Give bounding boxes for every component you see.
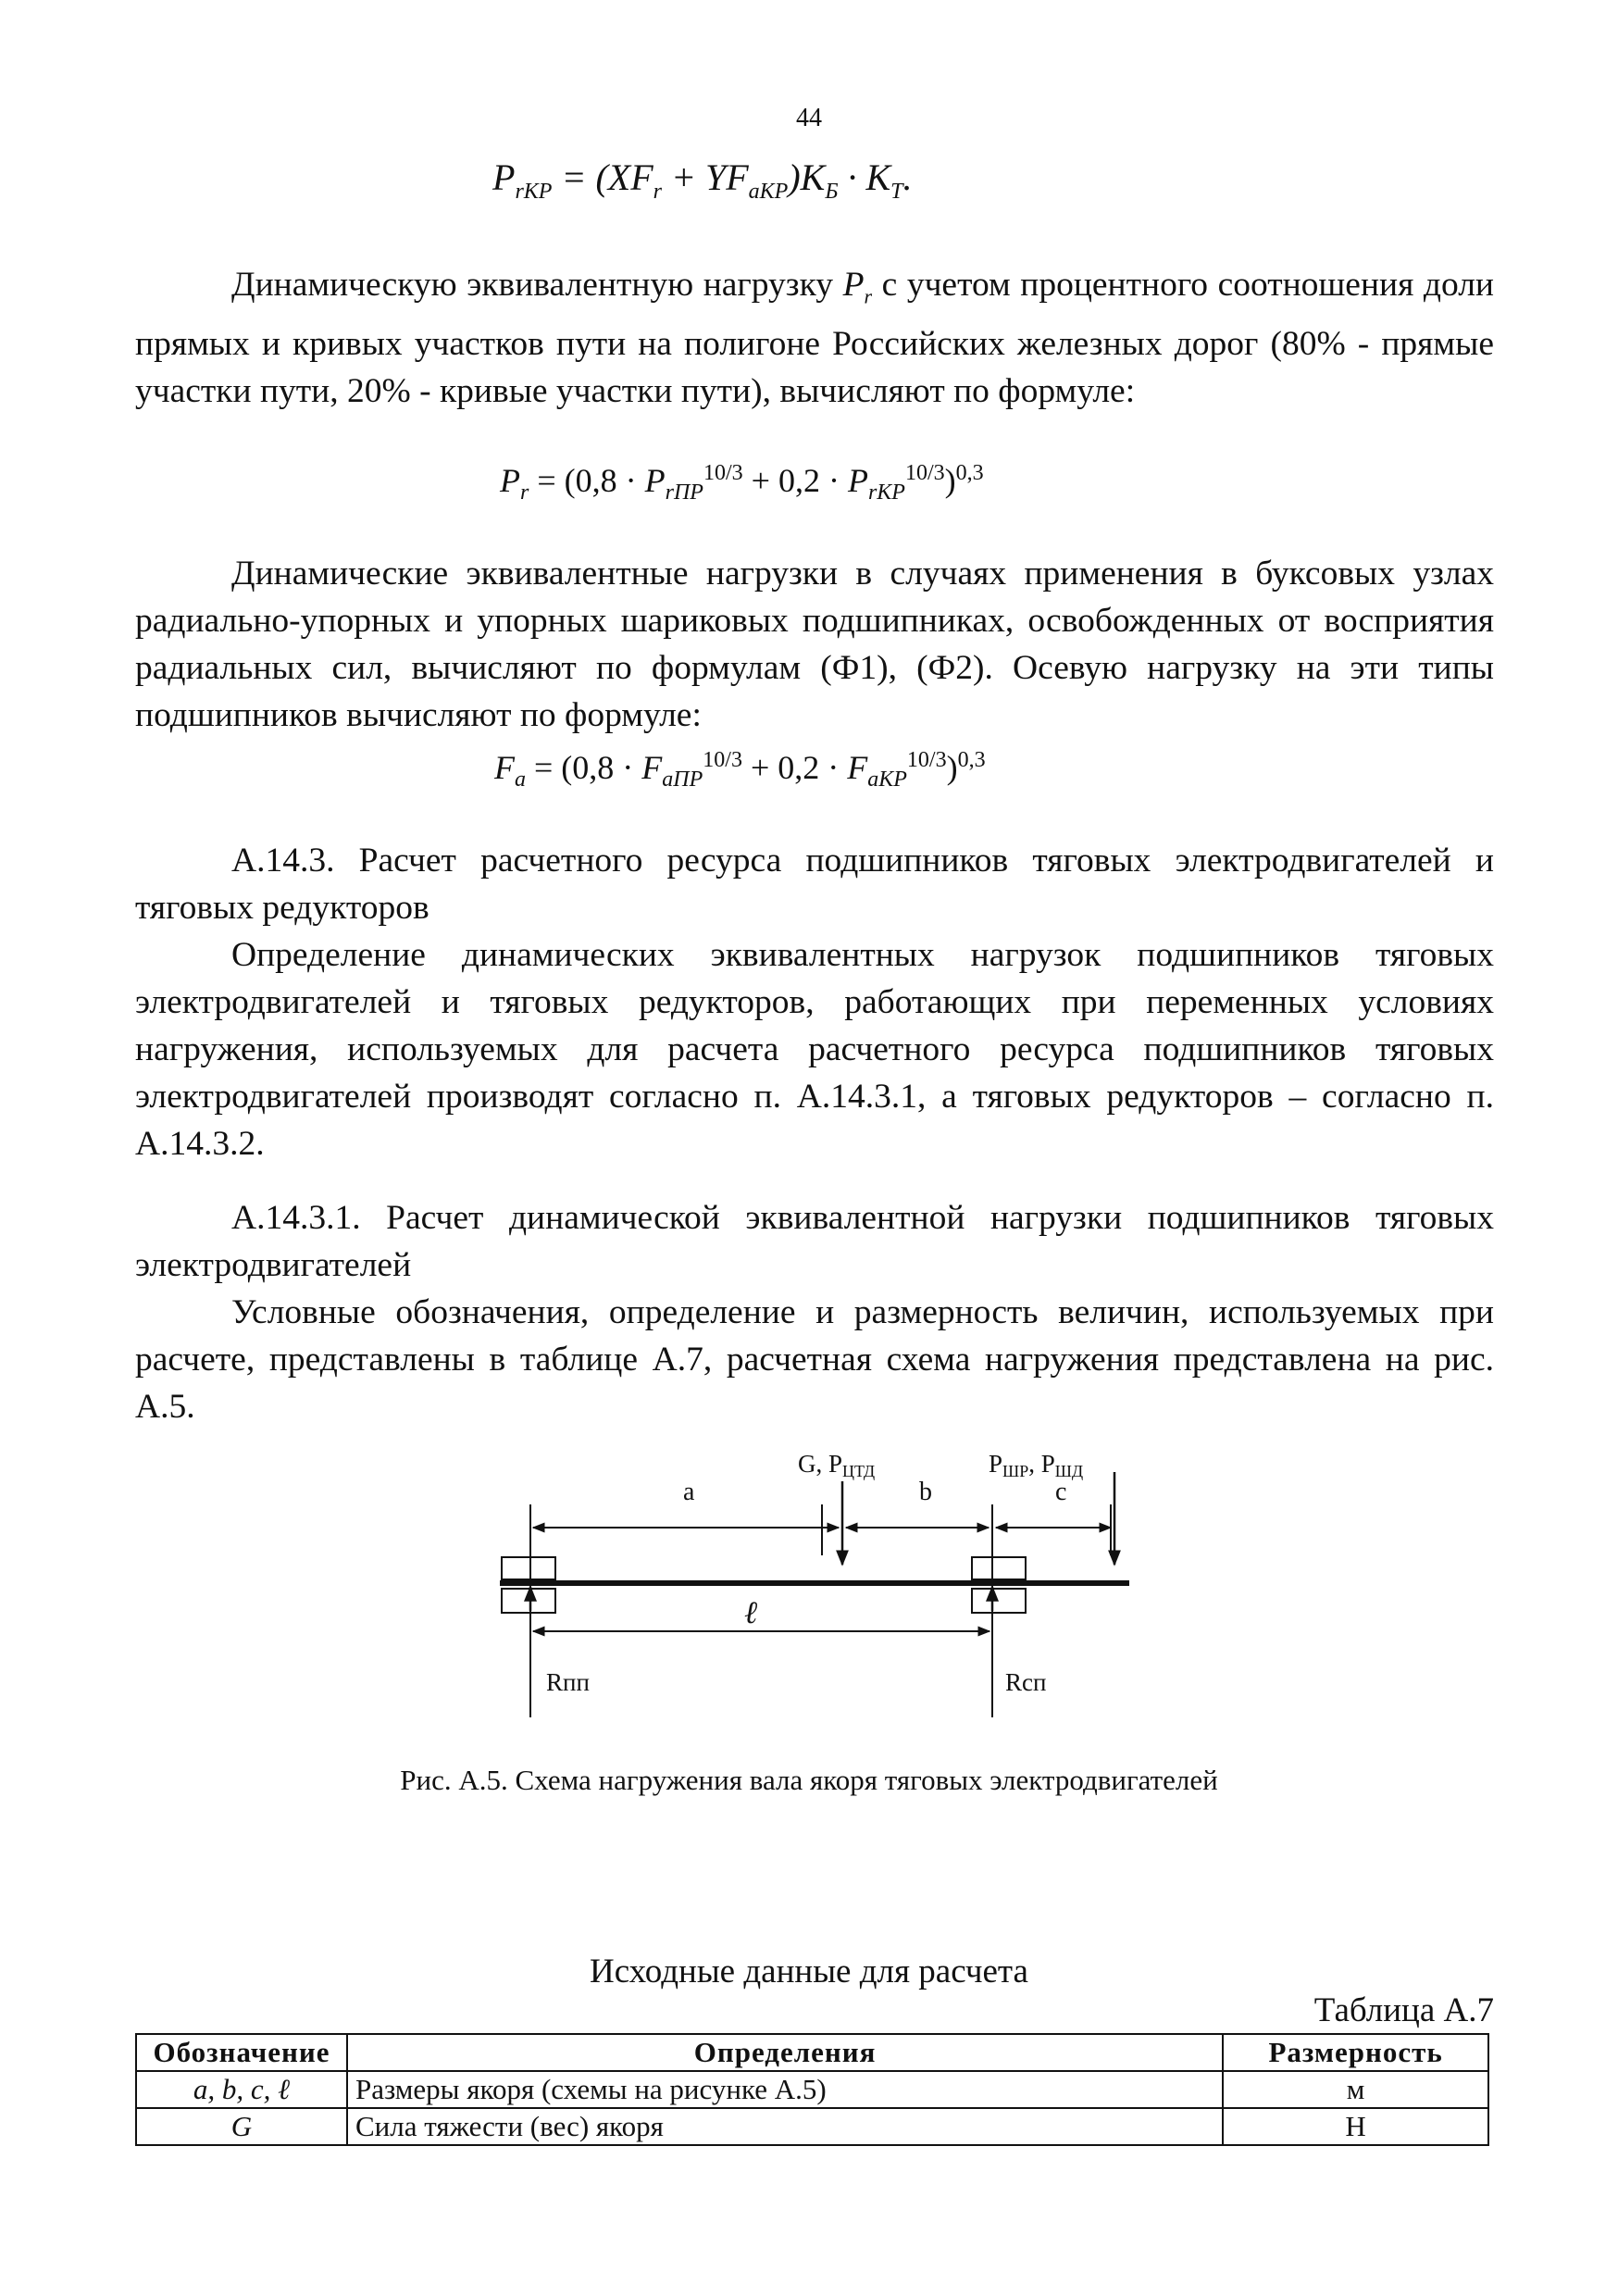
section-heading-a14-3: А.14.3. Расчет расчетного ресурса подшипников тяговых электродвигателей и тяговых редукторов xyxy=(135,842,1494,927)
label-p-load: PШР, PШД xyxy=(989,1450,1084,1480)
label-rpp: Rпп xyxy=(546,1668,590,1696)
label-a: a xyxy=(683,1478,695,1506)
data-table xyxy=(135,2033,1489,2146)
paragraph-dynamic-load: Динамическую эквивалентную нагрузку $P_r$ с учетом процентного соотношения доли прямых и кривых участков пути на полигоне Российских железных дорог (80% - прямые участки пути, 20% - кривые участки пути), вычисляют по формуле: xyxy=(135,266,1494,410)
table-row xyxy=(136,2071,1488,2108)
table-number: Таблица А.7 xyxy=(1313,1991,1494,2029)
table-row xyxy=(136,2108,1488,2145)
loading-diagram xyxy=(481,1435,1166,1741)
bearing-right-bottom xyxy=(972,1589,1026,1613)
cell-unit: Н xyxy=(1223,2108,1488,2145)
cell-symbol: a, b, c, ℓ xyxy=(136,2071,347,2108)
bearing-right-top xyxy=(972,1557,1026,1579)
header-unit: Размерность xyxy=(1223,2034,1488,2071)
formula-2: $P_r = (0,8 \cdot P_{rПР}^{10/3} + 0,2 \cdot P_{rKP}^{10/3})^{0,3}$ xyxy=(500,461,984,505)
section-a14-3-1 xyxy=(135,1194,1494,1430)
cell-symbol: G xyxy=(136,2108,347,2145)
paragraph-ball-bearings: Динамические эквивалентные нагрузки в случаях применения в буксовых узлах радиально-упорных и упорных шариковых подшипниках, освобожденных от восприятия радиальных сил, вычисляют по формулам (Ф1), (Ф2). Осевую нагрузку на эти типы подшипников вычисляют по формуле: xyxy=(135,555,1494,734)
section-a14-3 xyxy=(135,837,1494,1167)
bearing-left-bottom xyxy=(502,1589,555,1613)
cell-unit: м xyxy=(1223,2071,1488,2108)
formula-3: $F_a = (0,8 \cdot F_{aПР}^{10/3} + 0,2 \cdot F_{aKP}^{10/3})^{0,3}$ xyxy=(494,748,986,792)
table-title: Исходные данные для расчета xyxy=(590,1953,1028,1990)
cell-definition: Размеры якоря (схемы на рисунке А.5) xyxy=(347,2071,1223,2108)
figure-caption: Рис. А.5. Схема нагружения вала якоря тяговых электродвигателей xyxy=(400,1764,1218,1796)
paragraph-table-reference: Условные обозначения, определение и размерность величин, используемых при расчете, представлены в таблице А.7, расчетная схема нагружения представлена на рис. А.5. xyxy=(135,1293,1494,1426)
header-definition: Определения xyxy=(347,2034,1223,2071)
header-symbol: Обозначение xyxy=(136,2034,347,2071)
label-l: ℓ xyxy=(744,1596,758,1630)
label-g-load: G, PЦТД xyxy=(798,1450,876,1480)
table-header-row xyxy=(136,2034,1488,2071)
cell-definition: Сила тяжести (вес) якоря xyxy=(347,2108,1223,2145)
label-b: b xyxy=(919,1478,932,1506)
label-c: c xyxy=(1055,1478,1067,1506)
formula-1: $P_{rKP} = (XF_r + YF_{aKP})K_Б \cdot K_T$. xyxy=(492,156,913,204)
bearing-left-top xyxy=(502,1557,555,1579)
page-number: 44 xyxy=(796,104,822,132)
section-heading-a14-3-1: А.14.3.1. Расчет динамической эквивалентной нагрузки подшипников тяговых электродвигателей xyxy=(135,1199,1494,1284)
paragraph-traction-motors: Определение динамических эквивалентных нагрузок подшипников тяговых электродвигателей и тяговых редукторов, работающих при переменных условиях нагружения, используемых для расчета расчетного ресурса подшипников тяговых электродвигателей производят согласно п. А.14.3.1, а тяговых редукторов – согласно п. А.14.3.2. xyxy=(135,936,1494,1163)
label-rsp: Rсп xyxy=(1005,1668,1047,1696)
